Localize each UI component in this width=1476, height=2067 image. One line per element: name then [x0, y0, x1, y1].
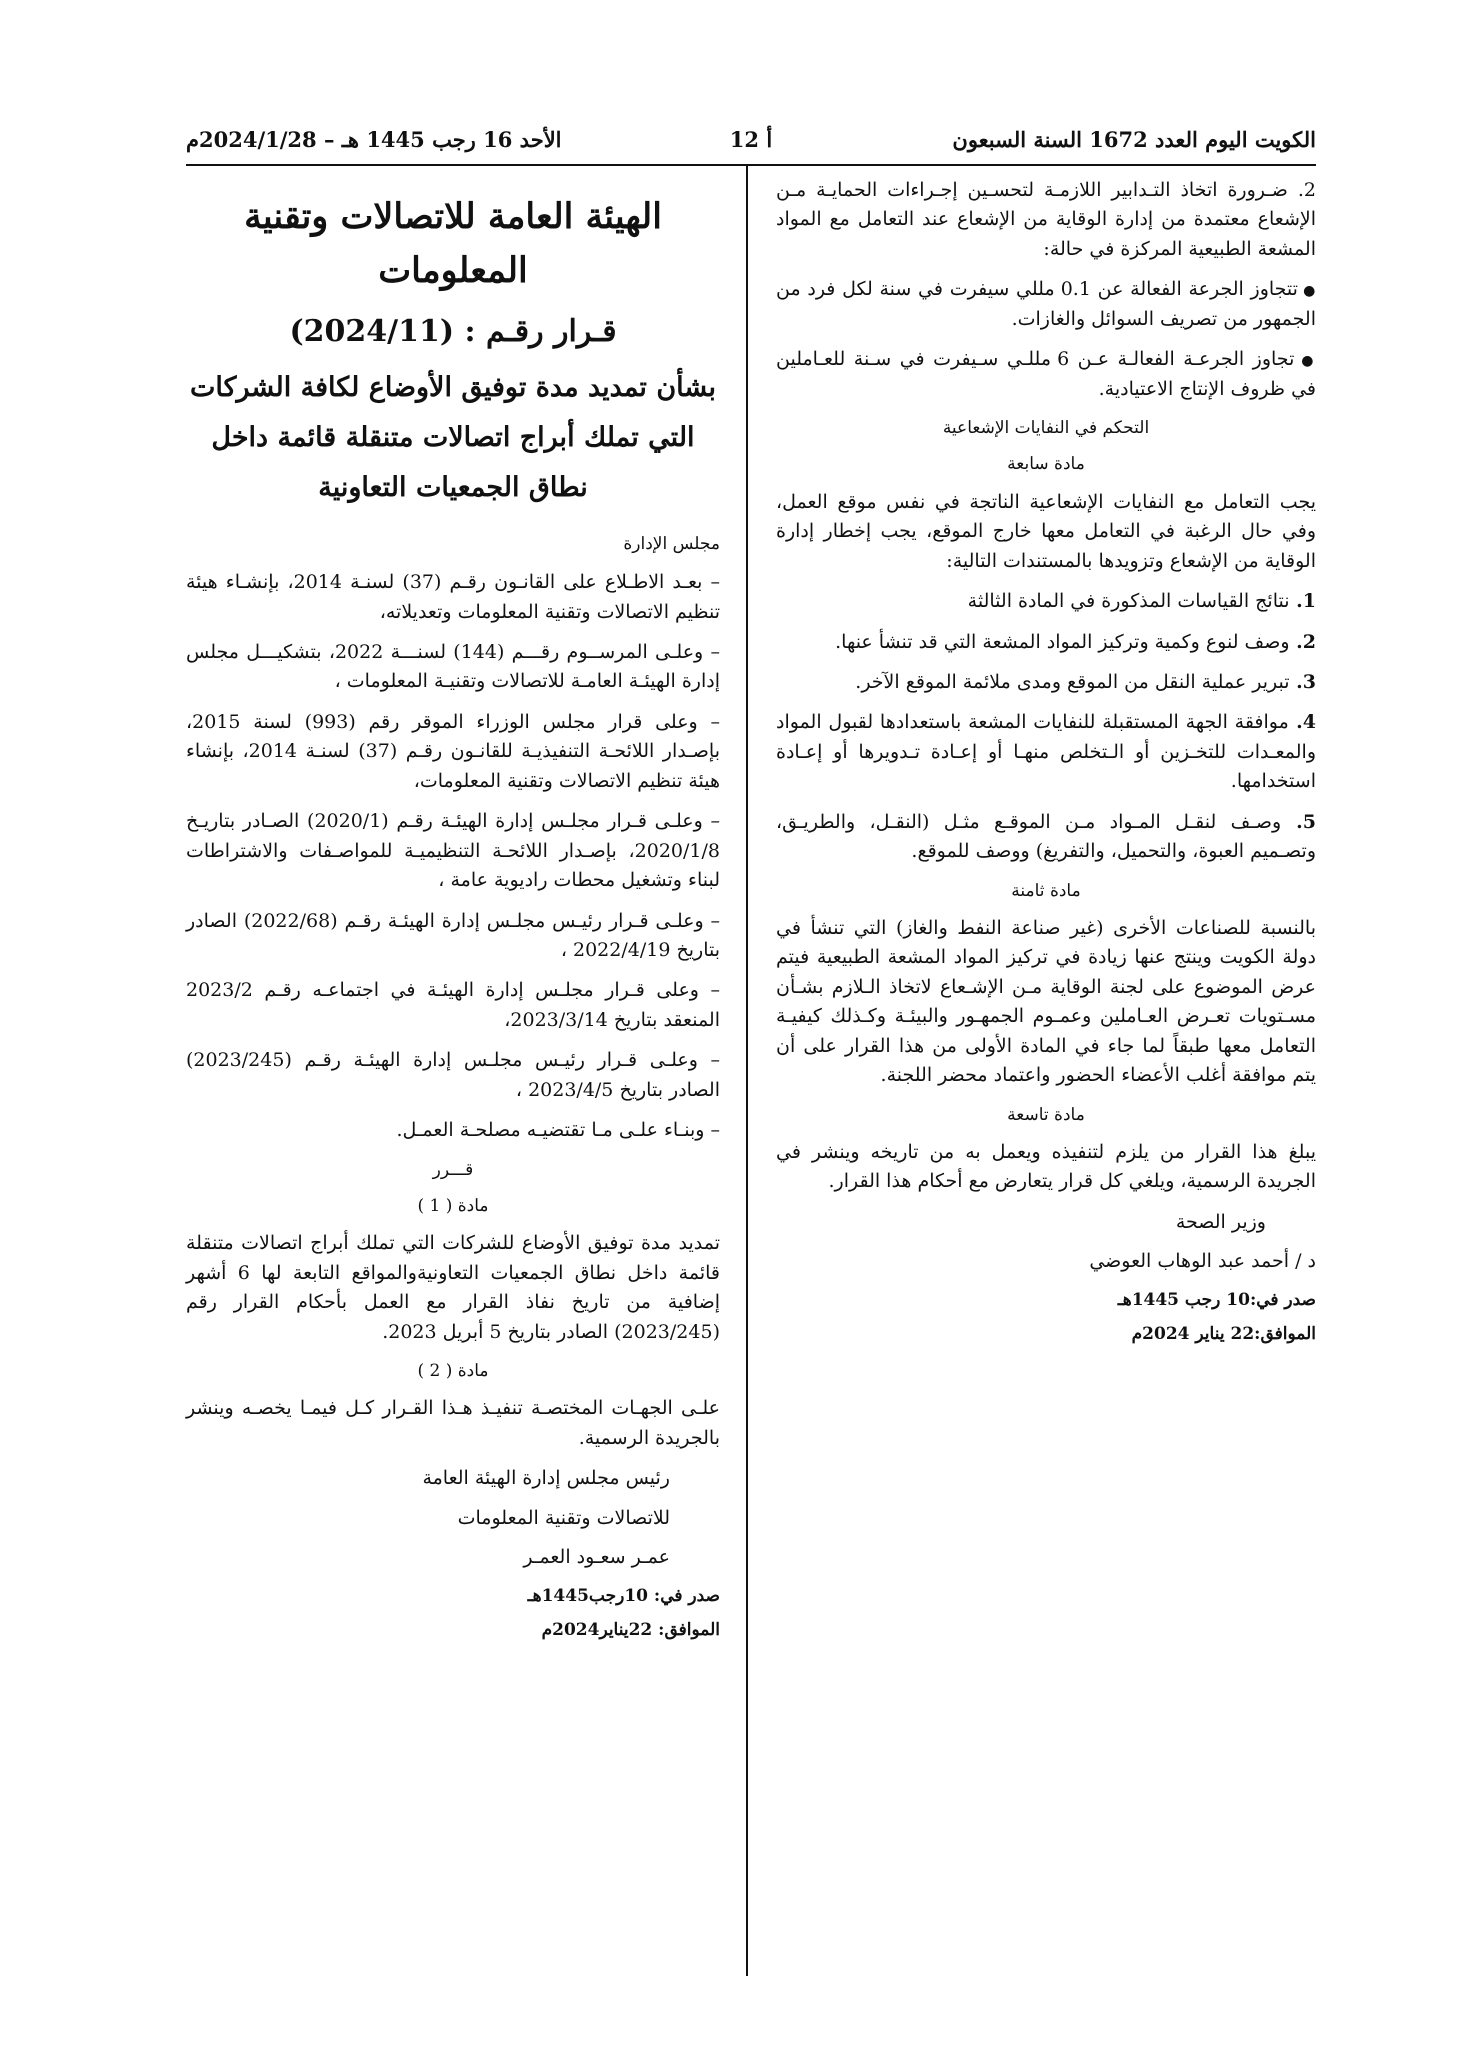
page-header: [186, 118, 1316, 160]
recital: – وعلى قـرار مجلـس إدارة الهيئـة في اجتماعـه رقـم 2023/2 المنعقد بتاريخ 2023/3/14،: [186, 979, 720, 1031]
article-heading: مادة ثامنة: [1011, 880, 1081, 901]
list-item: 1. نتائج القياسات المذكورة في المادة الثالثة: [776, 587, 1316, 616]
right-column: [776, 176, 1316, 1355]
recital: – وعلـى قـرار مجلـس إدارة الهيئـة رقـم (2020/1) الصـادر بتاريـخ 2020/1/8، بإصـدار اللائحـة التنظيميـة للمواصـفات والاشتراطات لبناء وتشغيل محطات راديوية عامة ،: [186, 810, 720, 892]
recital: – وعلـى قـرار رئيـس مجلـس إدارة الهيئـة رقـم (2023/245) الصادر بتاريخ 2023/4/5 ،: [186, 1049, 720, 1101]
list-item: 3. تبرير عملية النقل من الموقع ومدى ملائمة الموقع الآخر.: [776, 668, 1316, 697]
recital: – وبنـاء علـى مـا تقتضيـه مصلحـة العمـل.: [396, 1119, 720, 1142]
bullet-item: ● تجاوز الجرعـة الفعالـة عـن 6 مللـي سـيفرت في سـنة للعـاملين في ظروف الإنتاج الاعتيادية.: [776, 345, 1316, 404]
header-divider: [186, 164, 1316, 166]
article-heading: مادة ( 1 ): [417, 1195, 489, 1216]
article-text: علـى الجهـات المختصـة تنفيـذ هـذا القـرار كـل فيمـا يخصـه وينشر بالجريدة الرسمية.: [186, 1397, 720, 1449]
list-item: 2. وصف لنوع وكمية وتركيز المواد المشعة التي قد تنشأ عنها.: [776, 628, 1316, 657]
page-number: أ 12: [729, 126, 773, 152]
article-heading: مادة تاسعة: [1007, 1104, 1085, 1125]
signatory-title: للاتصالات وتقنية المعلومات: [457, 1506, 670, 1529]
article-text: تمديد مدة توفيق الأوضاع للشركات التي تملك أبراج اتصالات متنقلة قائمة داخل نطاق الجمعيات التعاونيةوالمواقع التابعة لها 6 أشهر إضافية من تاريخ نفاذ القرار مع العمل بأحكام القرار رقم (2023/245) الصادر بتاريخ 5 أبريل 2023.: [186, 1232, 720, 1343]
paragraph-item-2: 2. ضـرورة اتخاذ التـدابير اللازمـة لتحسـين إجـراءات الحمايـة مـن الإشعاع معتمدة من إدارة الوقاية من الإشعاع عند التعامل مع المواد المشعة الطبيعية المركزة في حالة:: [776, 179, 1316, 260]
left-column: [186, 176, 720, 1651]
list-item: 4. موافقة الجهة المستقبلة للنفايات المشعة باستعدادها لقبول المواد والمعـدات للتخـزين أو الـتخلص منهـا أو إعـادة تـدويرها أو إعـادة استخدامها.: [776, 708, 1316, 796]
signatory-title: وزير الصحة: [1175, 1210, 1266, 1233]
gregorian-date: الموافق:22 يناير 2024م: [1131, 1323, 1316, 1344]
recital: – بعـد الاطـلاع على القانـون رقـم (37) لسنـة 2014، بإنشـاء هيئة تنظيم الاتصالات وتقنية المعلومات وتعديلاته،: [186, 571, 720, 623]
list-item: 5. وصـف لنقـل المـواد مـن الموقـع مثـل (النقـل، والطريـق، وتصـميم العبوة، والتحميل، والتفريغ) ووصف للموقع.: [776, 808, 1316, 867]
issue-info: الكويت اليوم العدد 1672 السنة السبعون: [952, 126, 1316, 152]
issue-date: صدر في:10 رجب 1445هـ: [1117, 1289, 1316, 1310]
recital: – وعلـى المرســوم رقـــم (144) لسنـــة 2022، بتشكيـــل مجلس إدارة الهيئـة العامـة للاتصالات وتقنيـة المعلومات ،: [186, 641, 721, 693]
gregorian-date: الموافق: 22يناير2024م: [541, 1619, 720, 1640]
bullet-item: ● تتجاوز الجرعة الفعالة عن 0.1 مللي سيفرت في سنة لكل فرد من الجمهور من تصريف السوائل والغازات.: [776, 275, 1316, 334]
decree-subject: بشأن تمديد مدة توفيق الأوضاع لكافة الشركات التي تملك أبراج اتصالات متنقلة قائمة داخل نطاق الجمعيات التعاونية: [189, 372, 716, 503]
recital: – وعلـى قـرار رئيـس مجلـس إدارة الهيئـة رقـم (2022/68) الصادر بتاريخ 2022/4/19 ،: [186, 909, 720, 961]
article-text: يبلغ هذا القرار من يلزم لتنفيذه ويعمل به من تاريخه وينشر في الجريدة الرسمية، ويلغي كل قرار يتعارض مع أحكام هذا القرار.: [776, 1140, 1316, 1193]
section-heading: التحكم في النفايات الإشعاعية: [942, 418, 1150, 439]
column-divider: [746, 166, 748, 1976]
article-heading: مادة ( 2 ): [417, 1361, 489, 1382]
authority-title: الهيئة العامة للاتصالات وتقنية المعلومات: [244, 196, 662, 292]
board-label: مجلس الإدارة: [623, 533, 720, 554]
article-text: بالنسبة للصناعات الأخرى (غير صناعة النفط والغاز) التي تنشأ في دولة الكويت وينتج عنها زيادة في تركيز المواد المشعة الطبيعية فيتم عرض الموضوع على لجنة الوقاية مـن الإشـعاع لاتخاذ الـلازم بشـأن مسـتويات تعـرض العـاملين وعمـوم الجمهـور والبيئـة وكـذلك كيفيـة التعامل معها طبقاً لما جاء في المادة الأولى من هذا القرار على أن يتم موافقة أغلب الأعضاء الحضور واعتماد محضر اللجنة.: [776, 916, 1316, 1087]
signatory-name: د / أحمد عبد الوهاب العوضي: [1089, 1250, 1316, 1273]
decree-number: قـرار رقـم : (2024/11): [289, 313, 617, 349]
article-text: يجب التعامل مع النفايات الإشعاعية الناتجة في نفس موقع العمل، وفي حال الرغبة في التعامل معها خارج الموقع، يجب إخطار إدارة الوقاية من الإشعاع وتزويدها بالمستندات التالية:: [776, 490, 1316, 572]
issue-date: صدر في: 10رجب1445هـ: [527, 1585, 720, 1606]
recital: – وعلى قرار مجلس الوزراء الموقر رقم (993) لسنة 2015، بإصـدار اللائحـة التنفيذيـة للقانـون رقـم (37) لسنـة 2014، بإنشاء هيئة تنظيم الاتصالات وتقنية المعلومات،: [186, 710, 720, 792]
signatory-title: رئيس مجلس إدارة الهيئة العامة: [422, 1467, 670, 1490]
signatory-name: عمـر سعـود العمـر: [523, 1546, 670, 1569]
article-heading: مادة سابعة: [1007, 454, 1085, 475]
decided-heading: قـــرر: [432, 1159, 474, 1180]
header-date: الأحد 16 رجب 1445 هـ – 2024/1/28م: [186, 126, 562, 152]
